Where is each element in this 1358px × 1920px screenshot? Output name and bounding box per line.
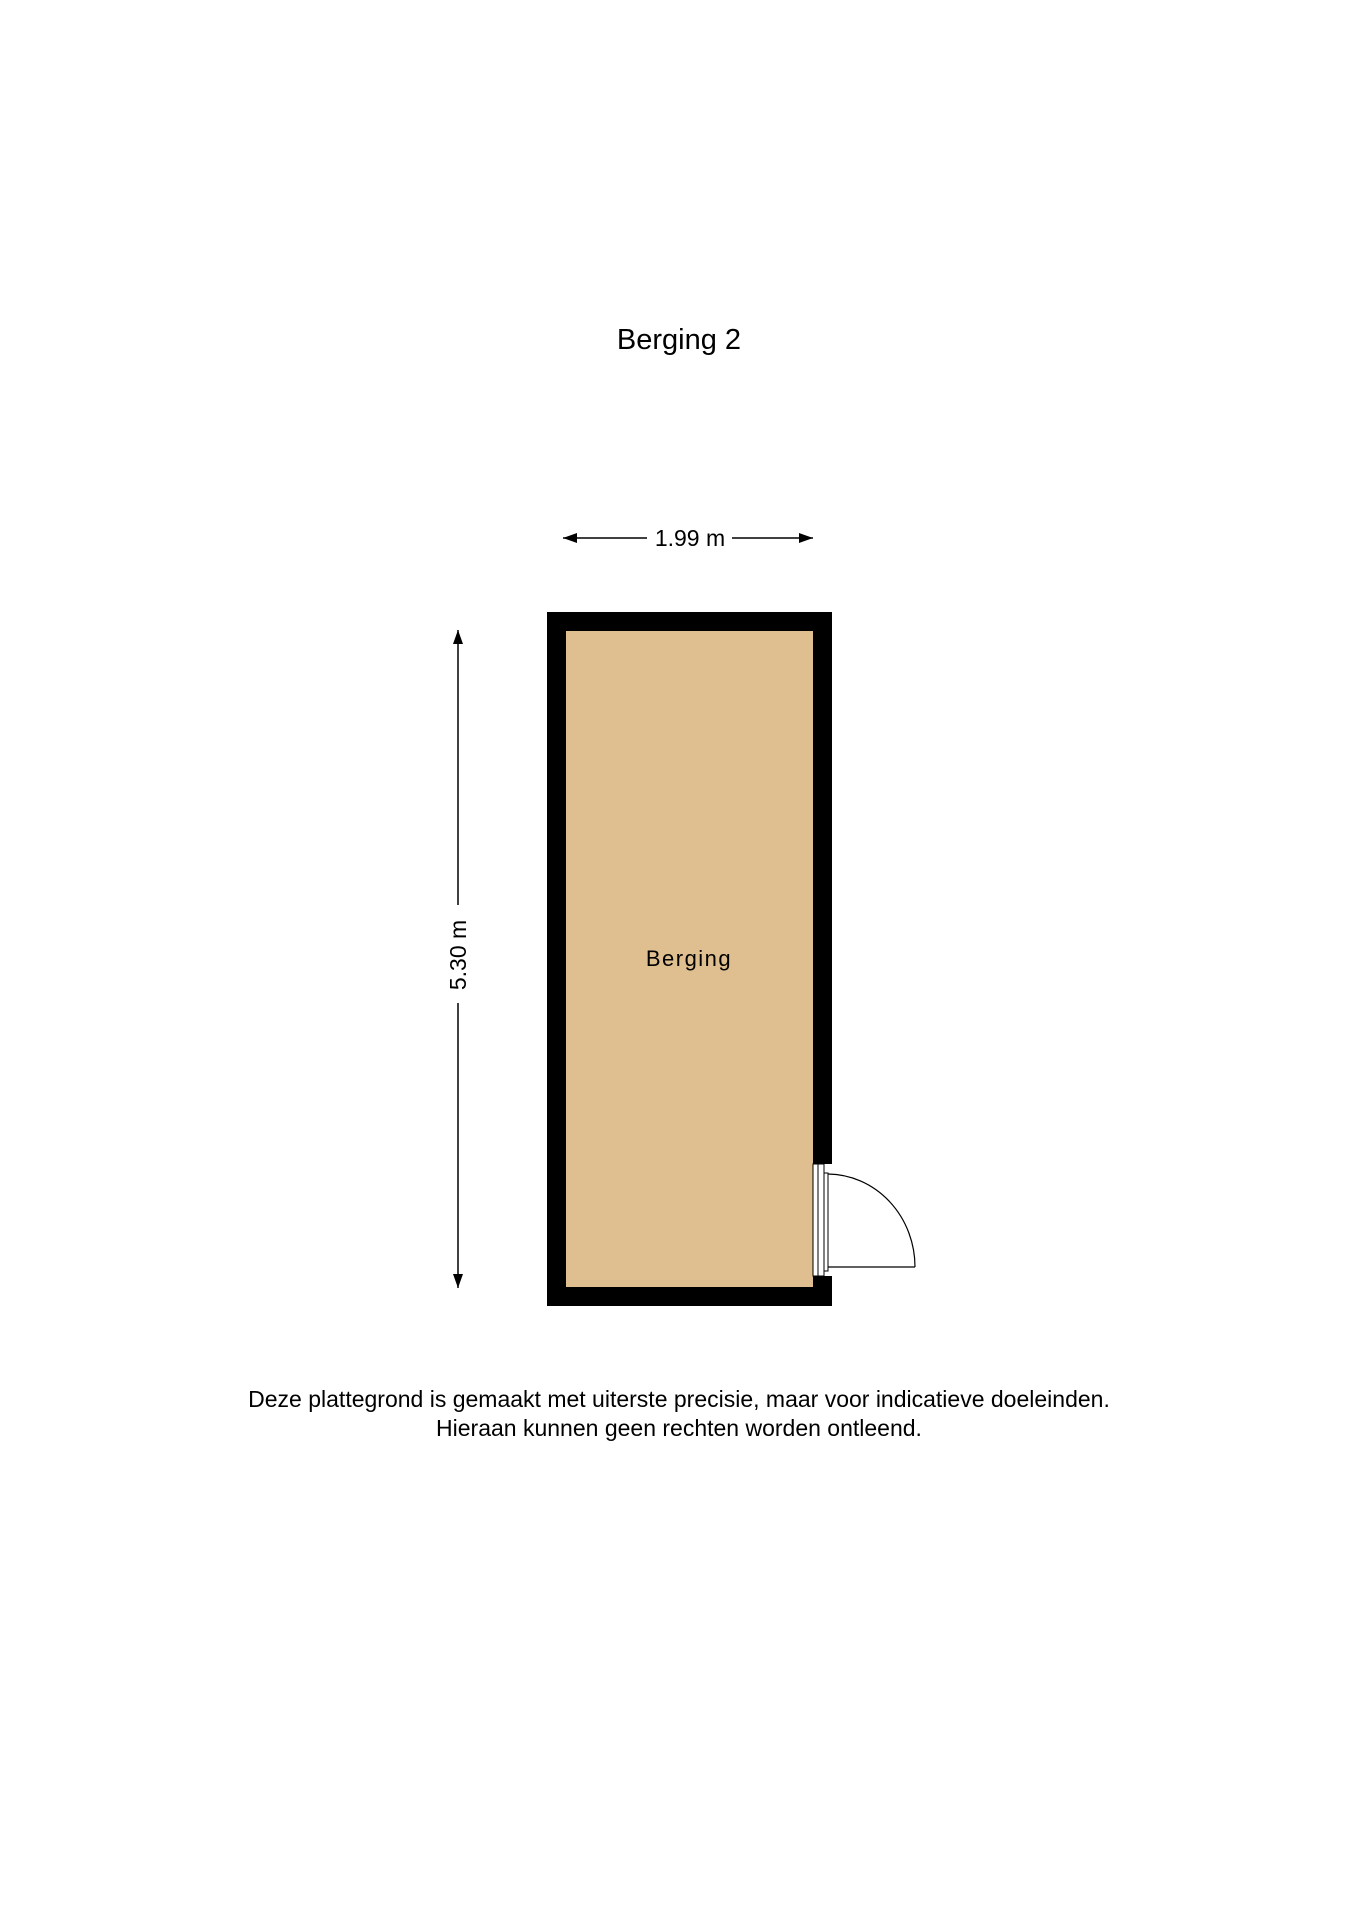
arrow-up-icon <box>453 630 463 644</box>
disclaimer <box>0 1385 1358 1443</box>
width-dimension-label: 1.99 m <box>654 525 726 551</box>
door <box>813 1164 915 1276</box>
length-dimension-label: 5.30 m <box>445 919 471 991</box>
room-label: Berging <box>645 946 733 971</box>
arrow-left-icon <box>563 533 577 543</box>
length-dimension <box>445 630 471 1288</box>
door-swing-arc <box>828 1174 915 1267</box>
disclaimer-line-1: Deze plattegrond is gemaakt met uiterste precisie, maar voor indicatieve doeleinden. <box>248 1386 1110 1412</box>
width-dimension <box>563 525 813 551</box>
floorplan-title: Berging 2 <box>616 324 742 356</box>
disclaimer-line-2: Hieraan kunnen geen rechten worden ontleend. <box>436 1415 922 1441</box>
arrow-right-icon <box>799 533 813 543</box>
arrow-down-icon <box>453 1274 463 1288</box>
